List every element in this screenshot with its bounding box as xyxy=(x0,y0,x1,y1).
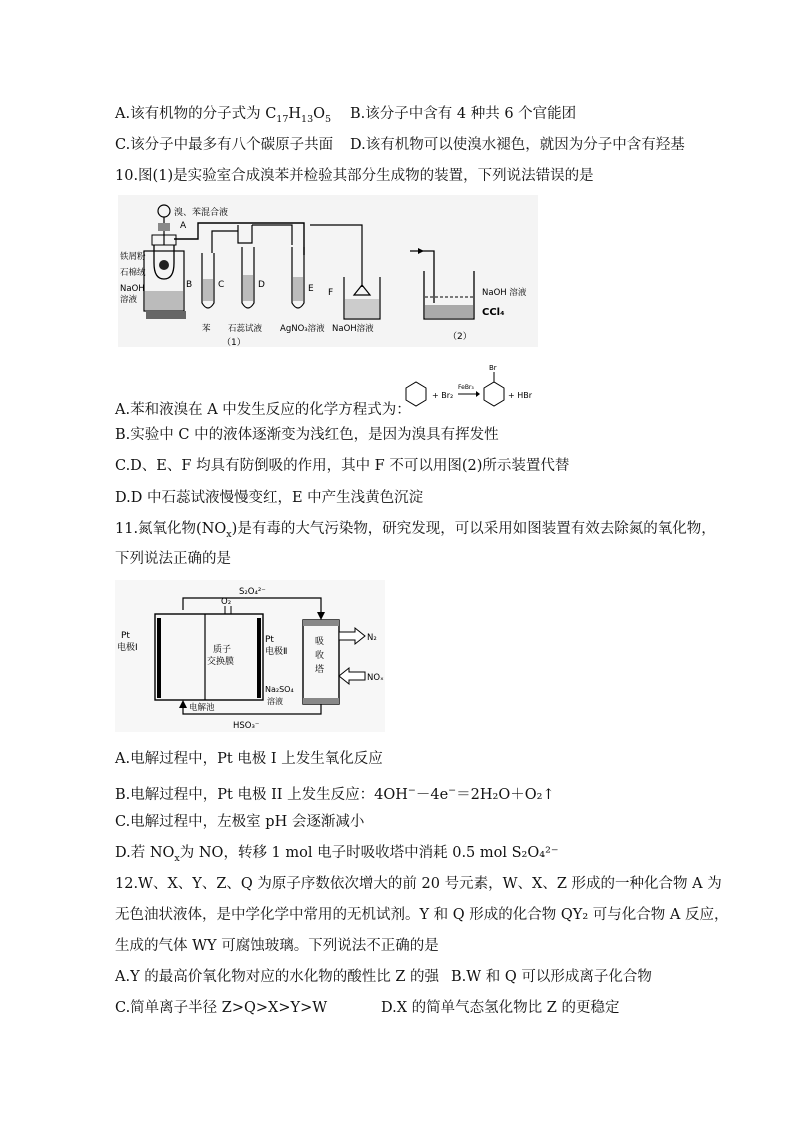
svg-text:塔: 塔 xyxy=(315,665,325,675)
q10-figure-1 xyxy=(118,195,538,347)
q9-option-d: D.该有机物可以使溴水褪色，就因为分子中含有羟基 xyxy=(350,137,685,153)
q10-equation xyxy=(392,360,552,418)
svg-text:苯: 苯 xyxy=(202,324,211,334)
q11-option-c: C.电解过程中，左极室 pH 会逐渐减小 xyxy=(115,814,365,830)
svg-text:Na₂SO₄: Na₂SO₄ xyxy=(265,685,294,694)
svg-text:溶液: 溶液 xyxy=(267,697,283,706)
svg-text:O₂: O₂ xyxy=(221,597,232,607)
svg-text:石棉绒: 石棉绒 xyxy=(120,268,146,278)
q10-option-b: B.实验中 C 中的液体逐渐变为浅红色，是因为溴具有挥发性 xyxy=(115,427,499,443)
svg-text:NaOH 溶液: NaOH 溶液 xyxy=(482,288,527,298)
q10-option-d: D.D 中石蕊试液慢慢变红，E 中产生浅黄色沉淀 xyxy=(115,490,424,506)
q9-option-c: C.该分子中最多有八个碳原子共面 xyxy=(115,137,334,153)
q11-option-a: A.电解过程中，Pt 电极 I 上发生氧化反应 xyxy=(115,751,383,767)
svg-text:D: D xyxy=(258,280,265,290)
q12-stem-line2: 无色油状液体，是中学化学中常用的无机试剂。Y 和 Q 形成的化合物 QY₂ 可与化合物 A 反应， xyxy=(115,907,729,923)
svg-text:收: 收 xyxy=(315,651,325,661)
svg-text:Pt: Pt xyxy=(265,635,274,645)
svg-text:电极Ⅰ: 电极Ⅰ xyxy=(117,643,138,653)
svg-text:+ Br₂: + Br₂ xyxy=(432,391,454,400)
svg-text:HSO₃⁻: HSO₃⁻ xyxy=(233,721,260,731)
svg-text:+ HBr: + HBr xyxy=(508,391,533,400)
q11-stem-line1: 11.氮氧化物$(NO_x)$是有毒的大气污染物，研究发现，可以采用如图装置有效去除氮的氧化物， xyxy=(115,521,716,540)
svg-text:溶液: 溶液 xyxy=(120,295,138,305)
q9-option-b: B.该分子中含有 4 种共 6 个官能团 xyxy=(350,106,577,122)
svg-text:B: B xyxy=(186,280,193,290)
svg-text:电极Ⅱ: 电极Ⅱ xyxy=(265,647,288,657)
q12-option-c: C.简单离子半径 Z>Q>X>Y>W xyxy=(115,1000,328,1016)
q11-option-d: D.若 $NO_x$为 NO，转移 1 mol 电子时吸收塔中消耗 0.5 mol S₂O₄²⁻ xyxy=(115,845,559,864)
q12-option-d: D.X 的简单气态氢化物比 Z 的更稳定 xyxy=(381,1000,620,1016)
svg-text:Pt: Pt xyxy=(121,631,130,641)
svg-text:F: F xyxy=(328,288,334,298)
q9-option-a: A.该有机物的分子式为 $C_{17}H_{13}O_5$ xyxy=(115,106,332,125)
svg-text:Br: Br xyxy=(489,364,497,372)
svg-text:石蕊试液: 石蕊试液 xyxy=(228,324,263,334)
svg-text:AgNO₃溶液: AgNO₃溶液 xyxy=(280,324,325,334)
svg-text:NaOH溶液: NaOH溶液 xyxy=(332,324,374,334)
q11-option-b: B.电解过程中，Pt 电极 II 上发生反应：4OH−－4e−＝2H₂O＋O₂↑ xyxy=(115,785,555,803)
q12-stem-line3: 生成的气体 WY 可腐蚀玻璃。下列说法不正确的是 xyxy=(115,938,439,954)
svg-text:FeBr₃: FeBr₃ xyxy=(458,384,474,391)
q11-figure xyxy=(115,580,385,732)
q12-option-a: A.Y 的最高价氧化物对应的水化物的酸性比 Z 的强 xyxy=(115,969,440,985)
q10-option-a: A.苯和液溴在 A 中发生反应的化学方程式为： xyxy=(115,402,411,418)
svg-text:吸: 吸 xyxy=(315,637,325,647)
q12-stem-line1: 12.W、X、Y、Z、Q 为原子序数依次增大的前 20 号元素，W、X、Z 形成的一种化合物 A 为 xyxy=(115,876,722,892)
svg-text:E: E xyxy=(308,284,314,294)
svg-text:交换膜: 交换膜 xyxy=(207,657,235,667)
svg-text:N₂: N₂ xyxy=(367,633,377,643)
q11-stem-line2: 下列说法正确的是 xyxy=(115,551,231,567)
svg-text:（1）: （1） xyxy=(222,338,246,347)
svg-text:电解池: 电解池 xyxy=(189,703,215,713)
svg-text:S₂O₄²⁻: S₂O₄²⁻ xyxy=(239,587,266,597)
svg-text:（2）: （2） xyxy=(448,332,472,342)
svg-text:溴、苯混合液: 溴、苯混合液 xyxy=(174,208,229,218)
svg-text:CCl₄: CCl₄ xyxy=(482,307,505,318)
svg-text:NOₓ: NOₓ xyxy=(367,673,384,683)
q10-option-c: C.D、E、F 均具有防倒吸的作用，其中 F 不可以用图(2)所示装置代替 xyxy=(115,458,570,474)
q12-option-b: B.W 和 Q 可以形成离子化合物 xyxy=(451,969,652,985)
svg-text:A: A xyxy=(180,221,187,231)
svg-text:C: C xyxy=(218,280,225,290)
svg-text:NaOH: NaOH xyxy=(120,284,145,294)
svg-text:质子: 质子 xyxy=(213,645,232,655)
svg-text:铁屑粉: 铁屑粉 xyxy=(120,252,146,262)
q10-stem: 10.图(1)是实验室合成溴苯并检验其部分生成物的装置，下列说法错误的是 xyxy=(115,168,594,184)
